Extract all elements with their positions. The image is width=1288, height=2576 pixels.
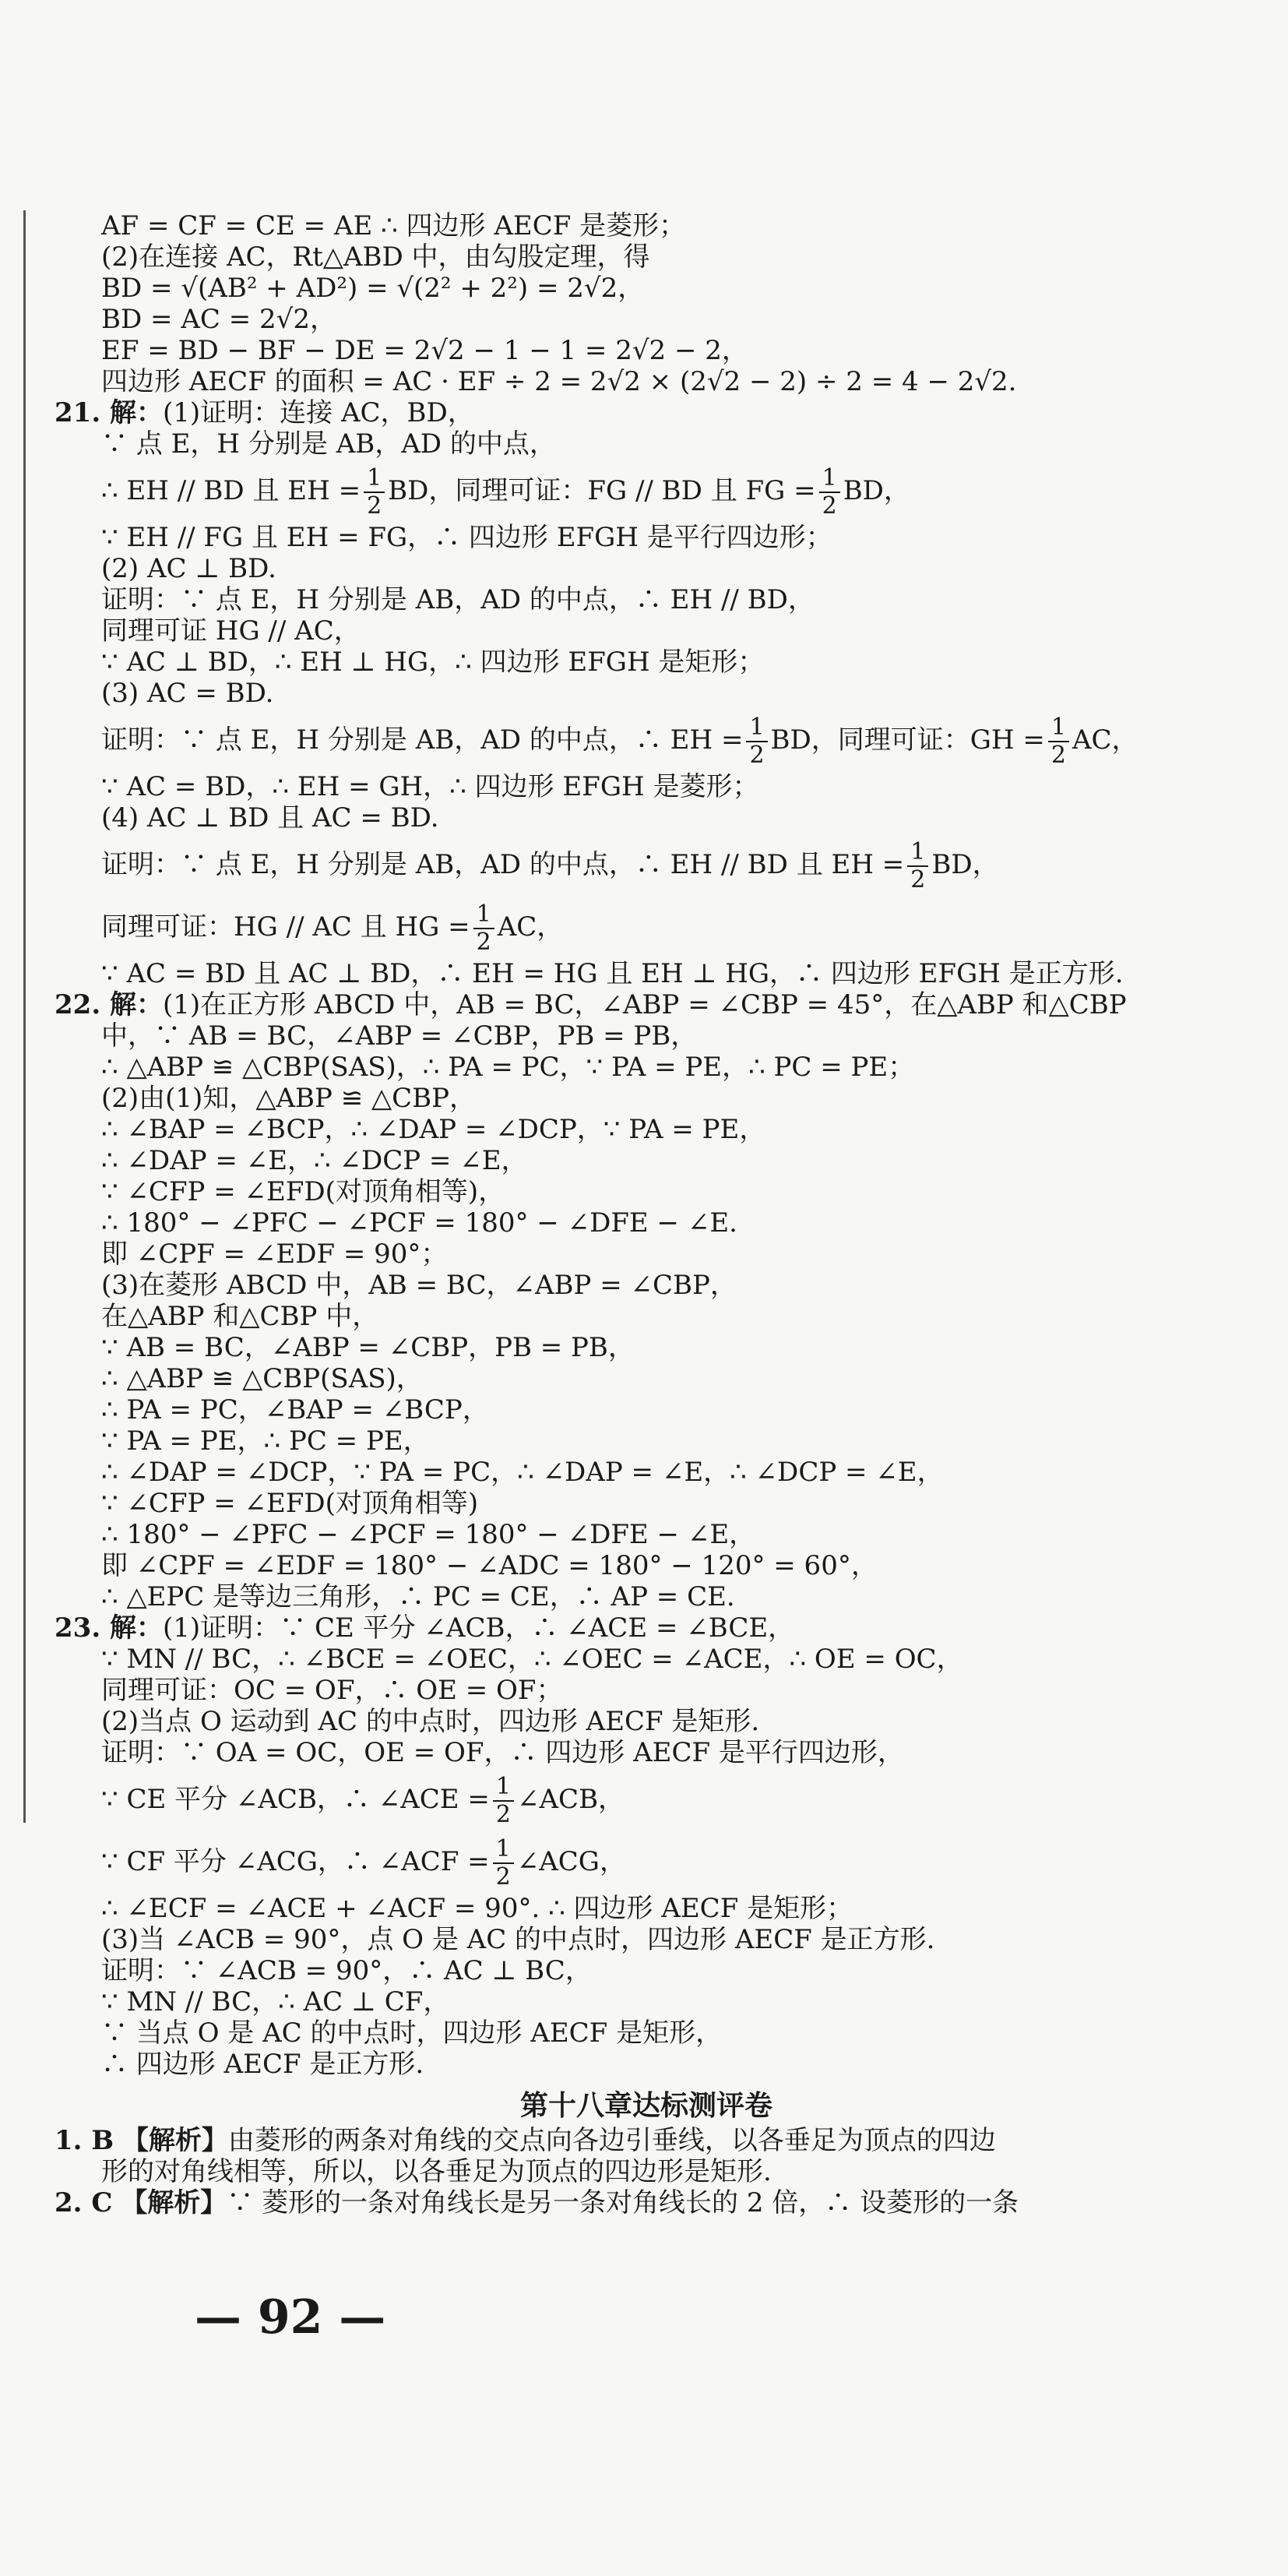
fraction-denominator: 2 [749,742,765,769]
text-line: EF = BD − BF − DE = 2√2 − 1 − 1 = 2√2 − 2， [101,335,748,366]
text-span: (1)在正方形 ABCD 中，AB = BC，∠ABP = ∠CBP = 45°，在△ABP 和△CBP [163,989,1127,1020]
fraction-numerator: 1 [493,1836,514,1864]
fraction-numerator: 1 [1048,714,1069,742]
answer-2-line [55,2187,1238,2218]
question-number: 21. 解： [55,397,163,428]
text-span: BD， [843,475,910,506]
text-span: ∵ 菱形的一条对角线长是另一条对角线长的 2 倍，∴ 设菱形的一条 [227,2187,1019,2218]
text-span: ∠ACB， [517,1784,625,1815]
text-line: ∴ 180° − ∠PFC − ∠PCF = 180° − ∠DFE − ∠E. [101,1207,737,1239]
analysis-tag: 【解析】 [121,2125,228,2156]
fraction-denominator: 2 [495,1863,511,1891]
text-line: (2)当点 O 运动到 AC 的中点时，四边形 AECF 是矩形. [101,1706,760,1737]
text-span: ∵ CE 平分 ∠ACB，∴ ∠ACE = [101,1784,490,1815]
text-line: (4) AC ⊥ BD 且 AC = BD. [101,802,439,833]
text-line: ∵ AC = BD 且 AC ⊥ BD，∴ EH = HG 且 EH ⊥ HG，∴ 四边形 EFGH 是正方形. [101,958,1124,989]
fraction [746,714,767,769]
fraction [493,1836,514,1891]
text-span: ∵ CF 平分 ∠ACG，∴ ∠ACF = [101,1846,490,1877]
answer-number: 1. B [55,2125,114,2156]
text-line: ∴ ∠DAP = ∠DCP，∵ PA = PC，∴ ∠DAP = ∠E，∴ ∠DCP = ∠E， [101,1457,944,1488]
text-span: (1)证明：∵ CE 平分 ∠ACB，∴ ∠ACE = ∠BCE， [163,1612,795,1644]
text-line: BD = AC = 2√2， [101,304,336,335]
fraction-numerator: 1 [473,901,494,929]
fraction [493,1774,514,1828]
answer-number: 2. C [55,2187,113,2218]
text-line: 形的对角线相等，所以，以各垂足为顶点的四边形是矩形. [101,2156,772,2187]
text-line: ∴ 四边形 AECF 是正方形. [101,2049,424,2080]
text-line: ∵ ∠CFP = ∠EFD(对顶角相等) [101,1488,479,1519]
fraction-denominator: 2 [495,1801,512,1828]
question-22-line [55,989,1238,1020]
text-span: BD，同理可证：GH = [770,724,1045,756]
text-line: 证明：∵ OA = OC，OE = OF，∴ 四边形 AECF 是平行四边形， [101,1737,904,1768]
margin-rule [23,210,26,1823]
text-line: ∵ AC ⊥ BD，∴ EH ⊥ HG，∴ 四边形 EFGH 是矩形； [101,647,765,678]
fraction-numerator: 1 [493,1774,514,1802]
fraction [473,901,494,956]
text-line: ∴ ∠ECF = ∠ACE + ∠ACF = 90°. ∴ 四边形 AECF 是矩形； [101,1893,853,1924]
text-line: ∵ ∠CFP = ∠EFD(对顶角相等)， [101,1176,505,1207]
fraction-denominator: 2 [367,492,382,520]
text-line: (2)在连接 AC，Rt△ABD 中，由勾股定理，得 [101,241,650,273]
text-span: 证明：∵ 点 E，H 分别是 AB，AD 的中点，∴ EH = [101,724,744,756]
fraction [1048,714,1069,769]
fraction [364,465,385,520]
text-line [55,460,1238,522]
fraction [907,839,928,893]
text-line: ∵ PA = PE，∴ PC = PE， [101,1425,430,1457]
fraction-denominator: 2 [476,929,491,956]
text-span: BD，同理可证：FG // BD 且 FG = [388,475,816,506]
text-span: 同理可证：HG // AC 且 HG = [101,911,470,943]
text-line: ∴ 180° − ∠PFC − ∠PCF = 180° − ∠DFE − ∠E， [101,1519,756,1550]
question-number: 22. 解： [55,989,163,1020]
text-line: ∵ AC = BD，∴ EH = GH，∴ 四边形 EFGH 是菱形； [101,771,759,802]
text-span: 由菱形的两条对角线的交点向各边引垂线，以各垂足为顶点的四边 [227,2125,996,2156]
text-span: AC， [497,911,564,943]
text-line [55,833,1238,896]
fraction-numerator: 1 [819,465,840,493]
text-line: (2)由(1)知，△ABP ≌ △CBP， [101,1083,477,1114]
question-21-line [55,397,1238,428]
text-line [55,1831,1238,1893]
fraction [819,465,840,520]
fraction-numerator: 1 [364,465,385,493]
fraction-denominator: 2 [822,492,837,520]
text-line: ∴ PA = PC，∠BAP = ∠BCP， [101,1394,489,1425]
text-line: ∴ ∠BAP = ∠BCP，∴ ∠DAP = ∠DCP，∵ PA = PE， [101,1114,766,1145]
text-line: ∵ 当点 O 是 AC 的中点时，四边形 AECF 是矩形， [101,2017,723,2049]
text-line: ∵ MN // BC，∴ ∠BCE = ∠OEC，∴ ∠OEC = ∠ACE，∴ OE = OC， [101,1644,963,1675]
text-span: 证明：∵ 点 E，H 分别是 AB，AD 的中点，∴ EH // BD 且 EH = [101,849,905,880]
text-line [55,709,1238,771]
fraction-denominator: 2 [1050,742,1066,769]
text-span: (1)证明：连接 AC，BD， [163,397,474,428]
text-line: ∴ △EPC 是等边三角形，∴ PC = CE，∴ AP = CE. [101,1581,735,1612]
text-line: ∵ 点 E，H 分别是 AB，AD 的中点， [101,428,556,460]
text-line: 证明：∵ ∠ACB = 90°，∴ AC ⊥ BC， [101,1955,592,1986]
text-line: 证明：∵ 点 E，H 分别是 AB，AD 的中点，∴ EH // BD， [101,584,815,615]
text-line [55,1768,1238,1831]
text-line: (3)当 ∠ACB = 90°，点 O 是 AC 的中点时，四边形 AECF 是正方形. [101,1924,935,1955]
answer-1-line [55,2125,1238,2156]
text-line: BD = √(AB² + AD²) = √(2² + 2²) = 2√2， [101,273,645,304]
text-line: 同理可证：OC = OF，∴ OE = OF； [101,1675,563,1706]
text-line: ∴ △ABP ≌ △CBP(SAS)，∴ PA = PC，∵ PA = PE，∴ PC = PE； [101,1052,915,1083]
text-line: AF = CF = CE = AE ∴ 四边形 AECF 是菱形； [101,210,686,241]
fraction-numerator: 1 [907,839,928,867]
fraction-numerator: 1 [746,714,767,742]
section-title: 第十八章达标测评卷 [519,2090,772,2122]
question-23-line [55,1612,1238,1644]
text-line: (2) AC ⊥ BD. [101,553,276,584]
page-number: — 92 — [195,2290,386,2345]
text-line: 即 ∠CPF = ∠EDF = 180° − ∠ADC = 180° − 120° = 60°， [101,1550,878,1581]
text-span: ∴ EH // BD 且 EH = [101,475,361,506]
text-line: 在△ABP 和△CBP 中， [101,1301,379,1332]
text-line: ∴ ∠DAP = ∠E，∴ ∠DCP = ∠E， [101,1145,528,1176]
text-span: BD， [931,849,999,880]
question-number: 23. 解： [55,1612,163,1644]
text-line: ∵ EH // FG 且 EH = FG，∴ 四边形 EFGH 是平行四边形； [101,522,832,553]
fraction-denominator: 2 [910,866,926,893]
text-span: ∠ACG， [516,1846,626,1877]
text-line: 四边形 AECF 的面积 = AC · EF ÷ 2 = 2√2 × (2√2 − 2) ÷ 2 = 4 − 2√2. [101,366,1017,397]
analysis-tag: 【解析】 [121,2187,227,2218]
text-line: (3) AC = BD. [101,678,274,709]
solution-text [55,210,1238,2218]
text-line [55,896,1238,958]
text-line: (3)在菱形 ABCD 中，AB = BC，∠ABP = ∠CBP， [101,1270,737,1301]
text-line: ∵ AB = BC，∠ABP = ∠CBP，PB = PB， [101,1332,635,1363]
text-line: 中，∵ AB = BC，∠ABP = ∠CBP，PB = PB， [101,1020,698,1052]
text-line: ∴ △ABP ≌ △CBP(SAS)， [101,1363,423,1394]
text-line: 即 ∠CPF = ∠EDF = 90°； [101,1239,448,1270]
text-line: 同理可证 HG // AC， [101,615,361,647]
text-span: AC， [1072,724,1138,756]
text-line: ∵ MN // BC，∴ AC ⊥ CF， [101,1986,450,2017]
